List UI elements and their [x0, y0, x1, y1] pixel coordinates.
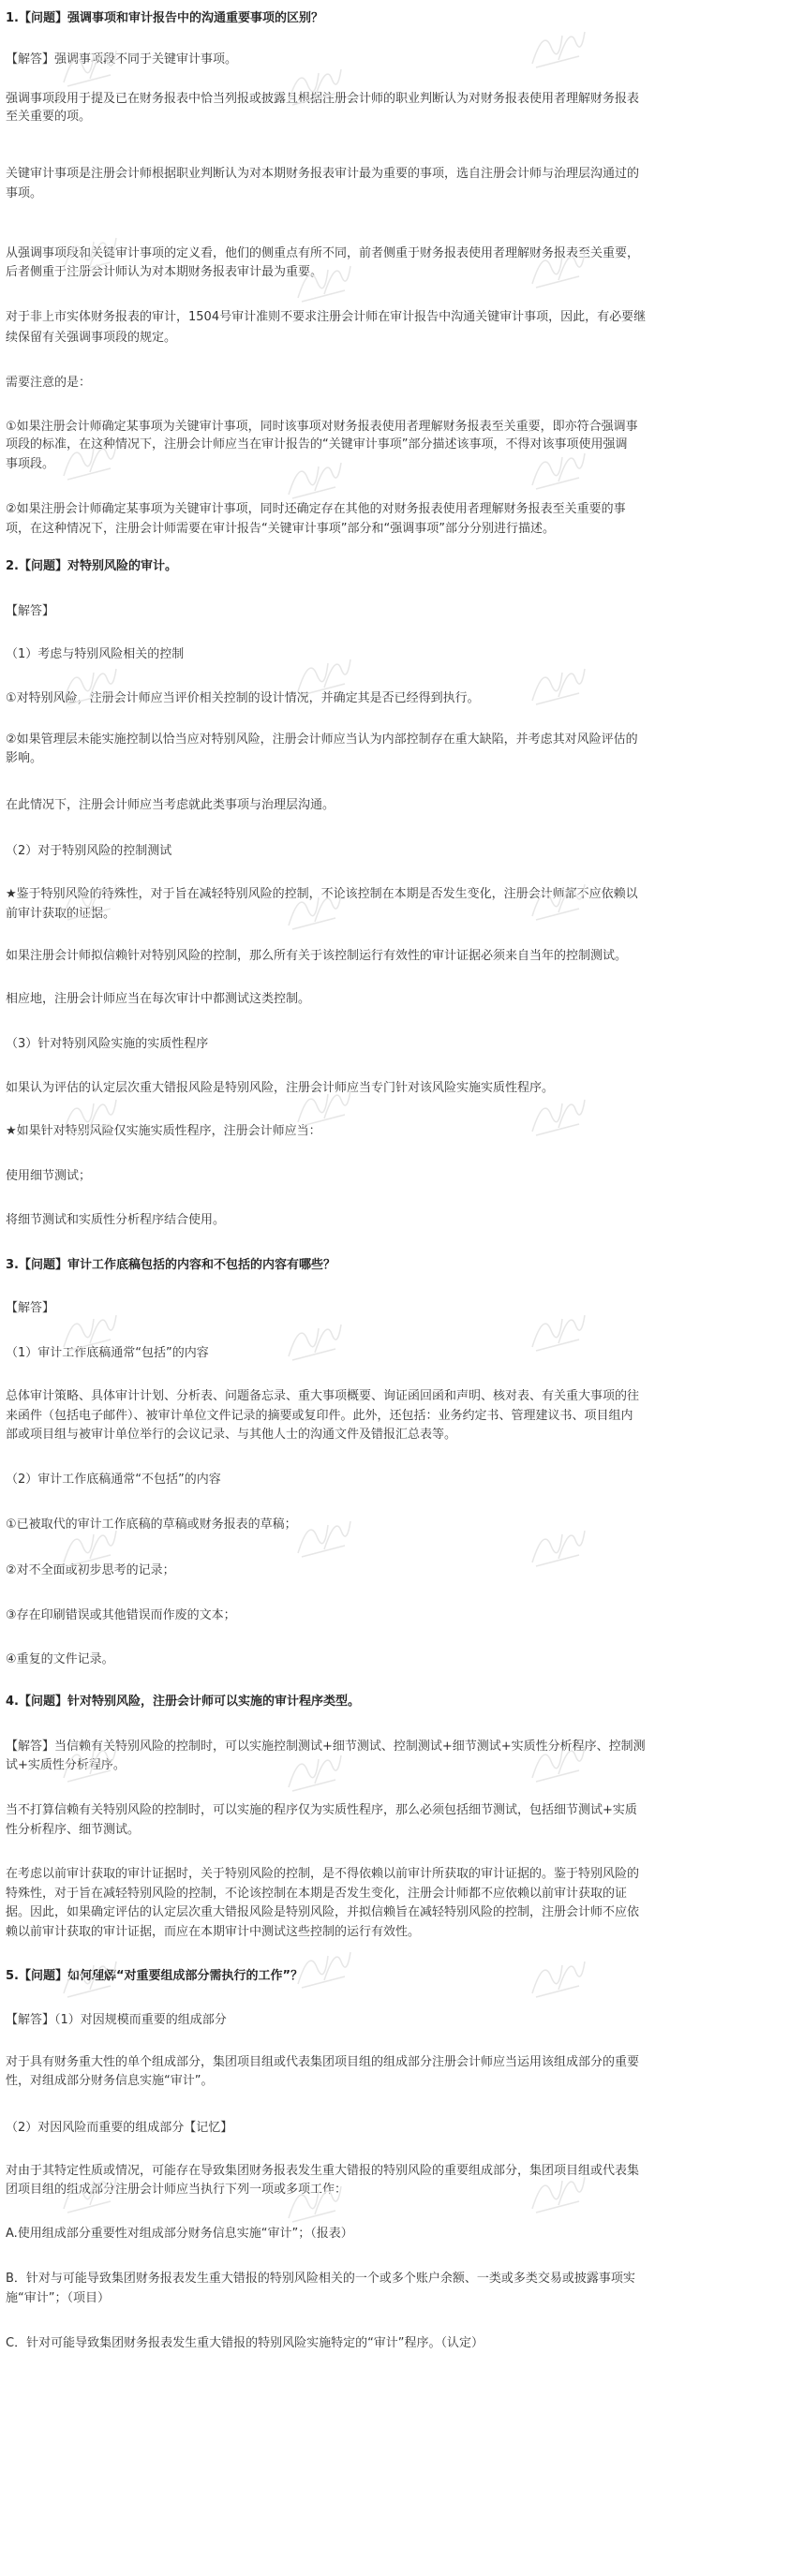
- text-line: 在此情况下，注册会计师应当考虑就此类事项与治理层沟通。: [6, 798, 335, 812]
- watermark-icon: [56, 431, 122, 487]
- question-heading: 5.【问题】如何理解“对重要组成部分需执行的工作”？: [6, 1969, 304, 1983]
- text-line: 据。因此，如果确定评估的认定层次重大错报风险是特别风险，并拟信赖旨在减轻特别风险的控制，注册会计师不应依: [6, 1905, 640, 1919]
- text-line: C．针对可能导致集团财务报表发生重大错报的特别风险实施特定的“审计”程序。（认定）: [6, 2336, 484, 2350]
- text-line: 对由于其特定性质或情况，可能存在导致集团财务报表发生重大错报的特别风险的重要组成部分，集团项目组或代表集: [6, 2164, 640, 2178]
- watermark-icon: [281, 1742, 347, 1799]
- text-line: ①对特别风险，注册会计师应当评价相关控制的设计情况，并确定其是否已经得到执行。: [6, 691, 480, 705]
- text-line: 需要注意的是：: [6, 376, 92, 390]
- watermark-icon: [525, 239, 590, 295]
- question-heading: 3.【问题】审计工作底稿包括的内容和不包括的内容有哪些？: [6, 1258, 335, 1272]
- watermark-icon: [290, 646, 356, 703]
- text-line: 【解答】（1）对因规模而重要的组成部分: [6, 2013, 227, 2027]
- text-line: 性，对组成部分财务信息实施“审计”。: [6, 2074, 214, 2088]
- text-line: 续保留有关强调事项段的规定。: [6, 331, 177, 345]
- text-line: （2）对因风险而重要的组成部分【记忆】: [6, 2121, 233, 2135]
- text-line: 施“审计”；（项目）: [6, 2291, 110, 2305]
- watermark-icon: [56, 1948, 122, 2005]
- text-line: 对于非上市实体财务报表的审计，1504号审计准则不要求注册会计师在审计报告中沟通关键审计事项，因此，有必要继: [6, 310, 647, 324]
- text-line: ★如果针对特别风险仅实施实质性程序，注册会计师应当：: [6, 1124, 321, 1138]
- watermark-icon: [525, 871, 590, 927]
- text-line: 部或项目组与被审计单位举行的会议记录、与其他人士的沟通文件及错报汇总表等。: [6, 1428, 457, 1442]
- text-line: 影响。: [6, 751, 43, 765]
- text-line: 对于具有财务重大性的单个组成部分，集团项目组或代表集团项目组的组成部分注册会计师应当运用该组成部分的重要: [6, 2055, 640, 2069]
- text-line: ④重复的文件记录。: [6, 1652, 114, 1666]
- watermark-icon: [281, 2173, 347, 2229]
- text-line: （2）对于特别风险的控制测试: [6, 844, 172, 858]
- watermark-icon: [525, 1302, 590, 1358]
- watermark-icon: [290, 1508, 356, 1564]
- text-line: 【解答】强调事项段不同于关键审计事项。: [6, 52, 238, 67]
- watermark-icon: [525, 2164, 590, 2220]
- text-line: 强调事项段用于提及已在财务报表中恰当列报或披露且根据注册会计师的职业判断认为对财务报表使用者理解财务报表: [6, 92, 640, 106]
- text-line: 来函件（包括电子邮件）、被审计单位文件记录的摘要或复印件。此外，还包括：业务约定书、管理建议书、项目组内: [6, 1409, 633, 1423]
- text-line: ②如果管理层未能实施控制以恰当应对特别风险，注册会计师应当认为内部控制存在重大缺陷，并考虑其对风险评估的: [6, 733, 638, 747]
- watermark-icon: [290, 253, 356, 309]
- text-line: 试+实质性分析程序。: [6, 1758, 126, 1772]
- text-line: 赖以前审计获取的审计证据，而应在本期审计中测试这些控制的运行有效性。: [6, 1925, 421, 1939]
- watermark-icon: [56, 1302, 122, 1358]
- text-line: ②如果注册会计师确定某事项为关键审计事项，同时还确定存在其他的对财务报表使用者理解财务报表至关重要的事: [6, 502, 626, 516]
- watermark-icon: [525, 440, 590, 496]
- watermark-icon: [56, 656, 122, 712]
- watermark-icon: [56, 225, 122, 281]
- question-heading: 1.【问题】强调事项和审计报告中的沟通重要事项的区别？: [6, 11, 323, 25]
- text-line: 当不打算信赖有关特别风险的控制时，可以实施的程序仅为实质性程序，那么必须包括细节测试，包括细节测试+实质: [6, 1803, 637, 1817]
- text-line: 【解答】: [6, 604, 55, 618]
- text-line: （1）考虑与特别风险相关的控制: [6, 647, 185, 661]
- text-line: （3）针对特别风险实施的实质性程序: [6, 1037, 209, 1051]
- text-line: （2）审计工作底稿通常“不包括”的内容: [6, 1473, 221, 1487]
- watermark-icon: [290, 1077, 356, 1133]
- text-line: 至关重要的项。: [6, 110, 92, 124]
- watermark-icon: [290, 1939, 356, 1995]
- text-line: 【解答】: [6, 1301, 55, 1315]
- text-line: 事项。: [6, 186, 43, 200]
- watermark-icon: [56, 2164, 122, 2220]
- watermark-icon: [525, 19, 590, 75]
- watermark-icon: [56, 871, 122, 927]
- watermark-icon: [56, 1517, 122, 1574]
- watermark-icon: [56, 1087, 122, 1143]
- text-line: 从强调事项段和关键审计事项的定义看，他们的侧重点有所不同，前者侧重于财务报表使用者理解财务报表至关重要，: [6, 246, 640, 260]
- watermark-icon: [525, 1948, 590, 2005]
- text-line: 项，在这种情况下，注册会计师需要在审计报告“关键审计事项”部分和“强调事项”部分分别进行描述。: [6, 522, 555, 536]
- text-line: 特殊性，对于旨在减轻特别风险的控制，不论该控制在本期是否发生变化，注册会计师都不应依赖以前审计获取的证: [6, 1887, 628, 1901]
- watermark-icon: [56, 1733, 122, 1789]
- text-line: ③存在印刷错误或其他错误而作废的文本；: [6, 1608, 236, 1622]
- text-line: 团项目组的组成部分注册会计师应当执行下列一项或多项工作：: [6, 2183, 348, 2197]
- text-line: （1）审计工作底稿通常“包括”的内容: [6, 1346, 209, 1360]
- text-line: 项段的标准，在这种情况下，注册会计师应当在审计报告的“关键审计事项”部分描述该事项，不得对该事项使用强调: [6, 437, 628, 452]
- watermark-icon: [525, 656, 590, 712]
- text-line: 如果认为评估的认定层次重大错报风险是特别风险，注册会计师应当专门针对该风险实施实质性程序。: [6, 1081, 555, 1095]
- text-line: 如果注册会计师拟信赖针对特别风险的控制，那么所有关于该控制运行有效性的审计证据必须来自当年的控制测试。: [6, 949, 628, 963]
- text-line: ②对不全面或初步思考的记录；: [6, 1563, 175, 1577]
- watermark-icon: [281, 1311, 347, 1368]
- watermark-icon: [525, 1087, 590, 1143]
- text-line: ①如果注册会计师确定某事项为关键审计事项，同时该事项对财务报表使用者理解财务报表至关重要，即亦符合强调事: [6, 420, 638, 434]
- text-line: 事项段。: [6, 457, 55, 471]
- watermark-icon: [281, 56, 347, 112]
- text-line: 将细节测试和实质性分析程序结合使用。: [6, 1213, 226, 1227]
- text-line: 性分析程序、细节测试。: [6, 1823, 141, 1837]
- watermark-icon: [56, 37, 122, 94]
- question-heading: 2.【问题】对特别风险的审计。: [6, 559, 177, 573]
- watermark-icon: [525, 1517, 590, 1574]
- text-line: 后者侧重于注册会计师认为对本期财务报表审计最为重要。: [6, 265, 323, 279]
- watermark-icon: [281, 450, 347, 506]
- text-line: 前审计获取的证据。: [6, 907, 116, 921]
- text-line: B．针对与可能导致集团财务报表发生重大错报的特别风险相关的一个或多个账户余额、一类或多类交易或披露事项实: [6, 2272, 635, 2286]
- text-line: 相应地，注册会计师应当在每次审计中都测试这类控制。: [6, 992, 311, 1006]
- text-line: 在考虑以前审计获取的审计证据时，关于特别风险的控制，是不得依赖以前审计所获取的审计证据的。鉴于特别风险的: [6, 1867, 640, 1881]
- watermark-icon: [525, 1733, 590, 1789]
- text-line: 使用细节测试；: [6, 1169, 92, 1183]
- question-heading: 4.【问题】针对特别风险，注册会计师可以实施的审计程序类型。: [6, 1695, 360, 1709]
- text-line: ★鉴于特别风险的特殊性，对于旨在减轻特别风险的控制，不论该控制在本期是否发生变化，注册会计师都不应依赖以: [6, 887, 638, 901]
- text-line: 【解答】当信赖有关特别风险的控制时，可以实施控制测试+细节测试、控制测试+细节测试+实质性分析程序、控制测: [6, 1740, 646, 1754]
- watermark-icon: [281, 881, 347, 937]
- text-line: ①已被取代的审计工作底稿的草稿或财务报表的草稿；: [6, 1517, 297, 1532]
- text-line: 关键审计事项是注册会计师根据职业判断认为对本期财务报表审计最为重要的事项，选自注册会计师与治理层沟通过的: [6, 167, 640, 181]
- text-line: A.使用组成部分重要性对组成部分财务信息实施“审计”；（报表）: [6, 2227, 353, 2241]
- text-line: 总体审计策略、具体审计计划、分析表、问题备忘录、重大事项概要、询证函回函和声明、核对表、有关重大事项的往: [6, 1389, 640, 1403]
